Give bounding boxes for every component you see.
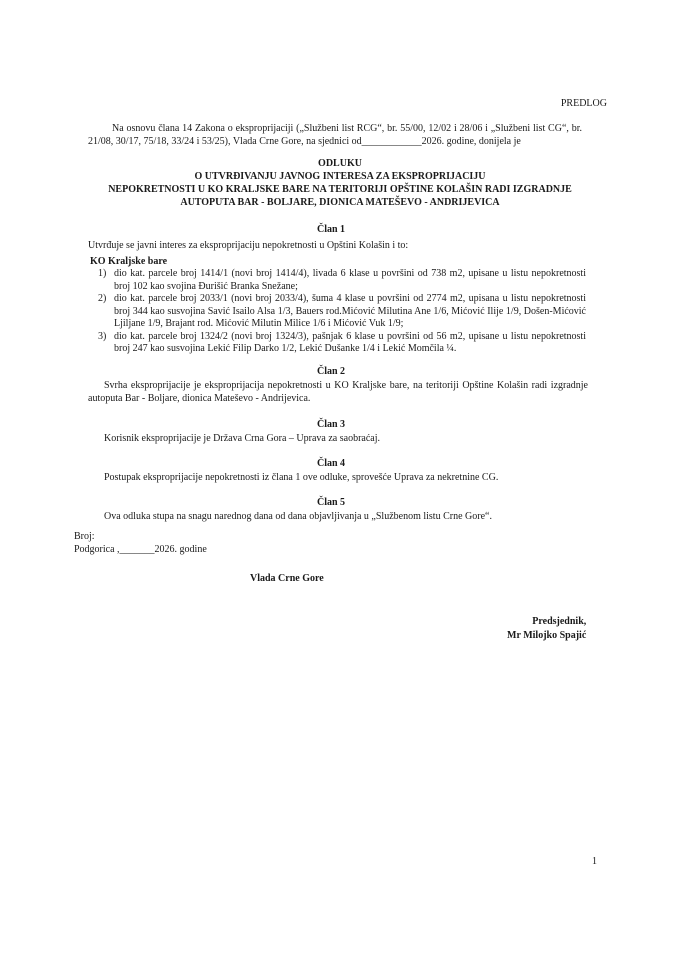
page-number: 1 bbox=[592, 856, 597, 867]
list-item-text: dio kat. parcele broj 1414/1 (novi broj 1414/4), livada 6 klase u površini od 738 m2, upisane u listu nepokretnosti broj 102 kao svojina Đurišić Branka Snežane; bbox=[114, 268, 586, 292]
president-title: Predsjednik, bbox=[532, 616, 587, 627]
predlog-label: PREDLOG bbox=[560, 98, 607, 109]
president-signature bbox=[507, 615, 586, 642]
ko-label: KO Kraljske bare bbox=[90, 256, 168, 267]
clan4-heading: Član 4 bbox=[316, 458, 346, 469]
list-item-number: 1) bbox=[98, 268, 107, 279]
clan4-text: Postupak eksproprijacije nepokretnosti iz člana 1 ove odluke, sprovešće Uprava za nekretnine CG. bbox=[104, 472, 499, 483]
clan5-heading: Član 5 bbox=[316, 497, 346, 508]
list-item-number: 3) bbox=[98, 330, 107, 342]
place-date: Podgorica ,_______2026. godine bbox=[74, 544, 207, 555]
clan2-text: Svrha eksproprijacije je eksproprijacija nepokretnosti u KO Kraljske bare, na teritoriji Opštine Kolašin radi izgradnje autoputa Bar - Boljare, dionica Mateševo - Andrijevica. bbox=[88, 380, 588, 404]
clan1-text: Utvrđuje se javni interes za eksproprijaciju nepokretnosti u Opštini Kolašin i to: bbox=[88, 240, 409, 251]
government-signature: Vlada Crne Gore bbox=[250, 573, 324, 584]
intro-paragraph: Na osnovu člana 14 Zakona o eksproprijaciji („Službeni list RCG“, br. 55/00, 12/02 i 28/06 i „Službeni list CG“, br. 21/08, 30/17, 75/18, 33/24 i 53/25), Vlada Crne Gore, na sjednici od____________2026. godine, donijela je bbox=[88, 123, 582, 147]
decision-title bbox=[60, 157, 620, 209]
broj-label: Broj: bbox=[74, 531, 95, 542]
president-name: Mr Milojko Spajić bbox=[507, 629, 587, 641]
clan1-heading: Član 1 bbox=[316, 224, 346, 235]
title-line-1: ODLUKU bbox=[318, 158, 362, 169]
clan2-heading: Član 2 bbox=[316, 366, 346, 377]
title-line-3: NEPOKRETNOSTI U KO KRALJSKE BARE NA TERITORIJI OPŠTINE KOLAŠIN RADI IZGRADNJE bbox=[108, 184, 572, 195]
list-item bbox=[98, 331, 586, 356]
list-item bbox=[98, 293, 586, 331]
clan5-text: Ova odluka stupa na snagu narednog dana od dana objavljivanja u „Službenom listu Crne Gore“. bbox=[104, 511, 492, 522]
clan3-text: Korisnik eksproprijacije je Država Crna Gora – Uprava za saobraćaj. bbox=[104, 433, 380, 444]
clan3-heading: Član 3 bbox=[316, 419, 346, 430]
title-line-2: O UTVRĐIVANJU JAVNOG INTERESA ZA EKSPROPRIJACIJU bbox=[194, 171, 486, 182]
list-item-number: 2) bbox=[98, 293, 107, 304]
parcel-list bbox=[98, 268, 586, 356]
list-item-text: dio kat. parcele broj 1324/2 (novi broj 1324/3), pašnjak 6 klase u površini od 56 m2, upisane u listu nepokretnosti broj 247 kao susvojina Lekić Filip Darko 1/2, Lekić Dušanke 1/4 i Lekić Momčila ¼. bbox=[114, 330, 586, 354]
title-line-4: AUTOPUTA BAR - BOLJARE, DIONICA MATEŠEVO - ANDRIJEVICA bbox=[180, 197, 500, 208]
list-item-text: dio kat. parcele broj 2033/1 (novi broj 2033/4), šuma 4 klase u površini od 2774 m2, upisana u listu nepokretnosti broj 344 kao susvojina Savić Isailo Alsa 1/3, Bauers rod.Mićović Milutina Ane 1/6, Mićović Ilije 1/9, Došen-Mićović Ljiljane 1/9, Brajant rod. Mićović Milutin Milice 1/6 i Mićović Vuk 1/9; bbox=[114, 293, 586, 329]
list-item bbox=[98, 268, 586, 293]
